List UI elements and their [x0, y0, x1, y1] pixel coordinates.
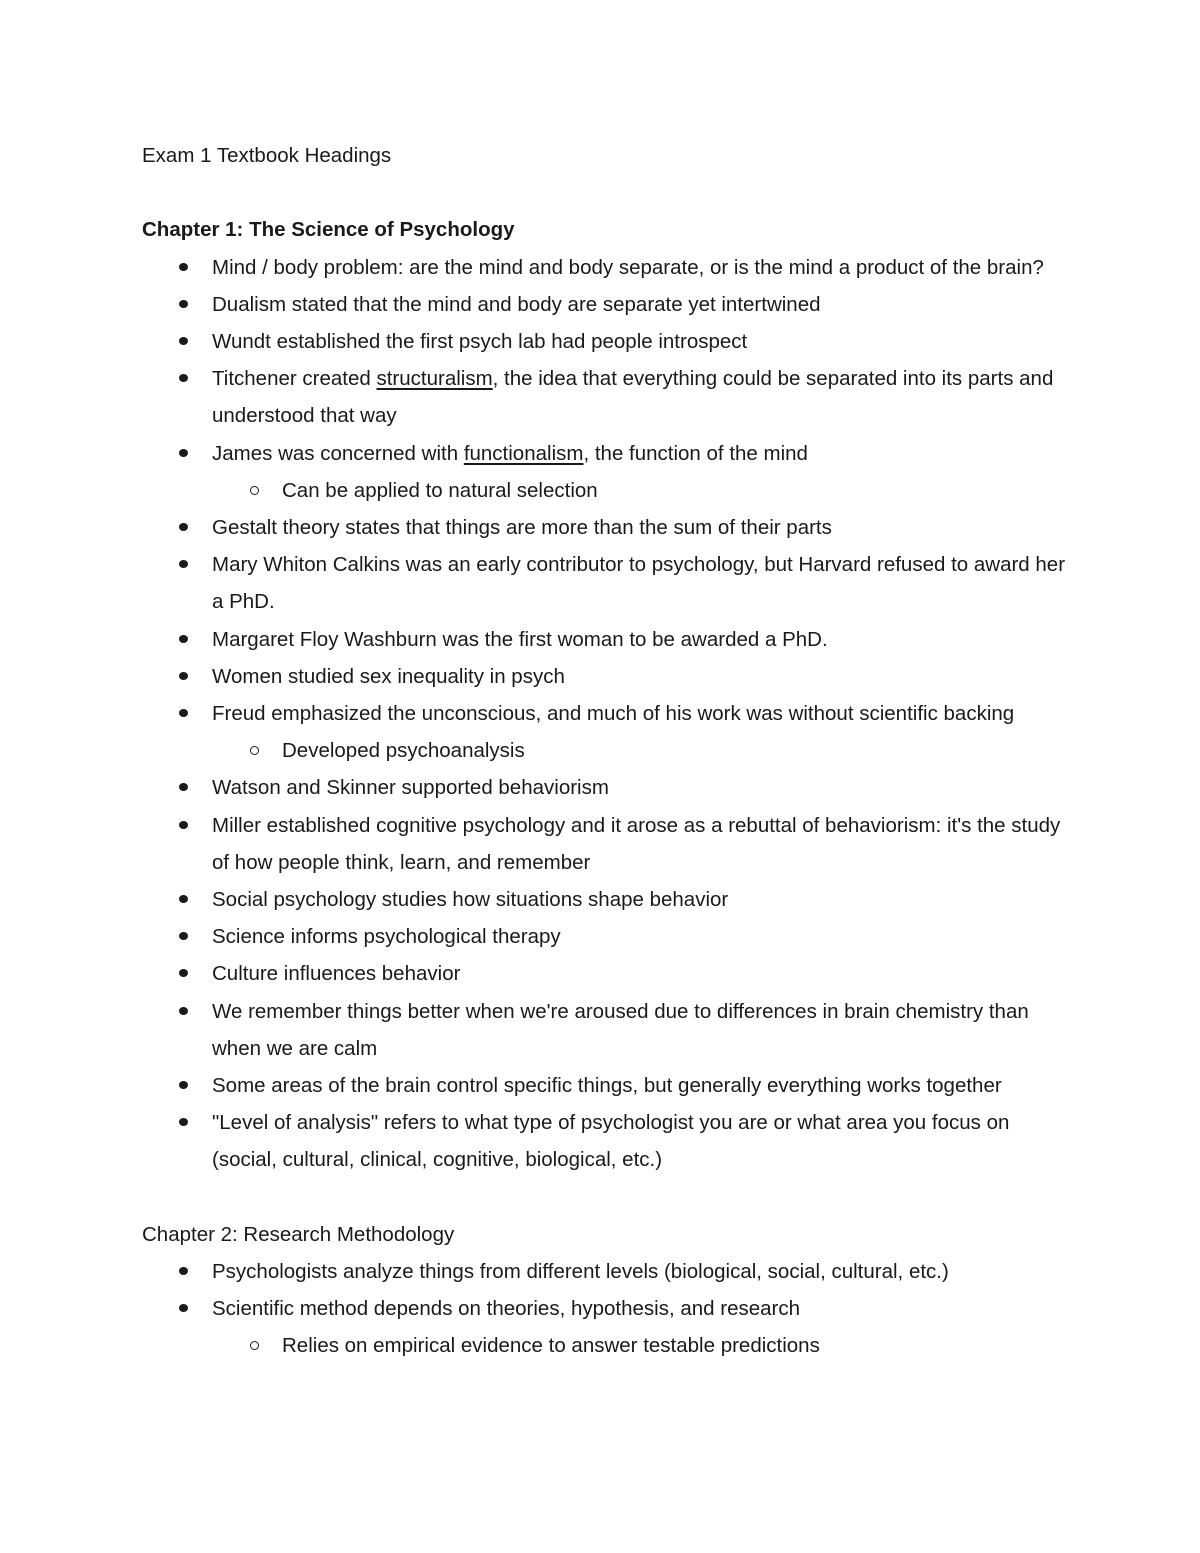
- list-item: Scientific method depends on theories, hypothesis, and research Relies on empirical evidence to answer testable predictions: [142, 1290, 1072, 1364]
- bullet-icon: [179, 1081, 188, 1089]
- hollow-bullet-icon: [250, 746, 259, 755]
- list-item: Gestalt theory states that things are more than the sum of their parts: [142, 509, 1072, 546]
- list-item: Margaret Floy Washburn was the first woman to be awarded a PhD.: [142, 621, 1072, 658]
- chapter-2-heading: Chapter 2: Research Methodology: [142, 1222, 455, 1246]
- bullet-icon: [179, 709, 188, 717]
- bullet-icon: [179, 300, 188, 308]
- list-item: Miller established cognitive psychology and it arose as a rebuttal of behaviorism: it's the study of how people think, learn, and remember: [142, 807, 1072, 881]
- bullet-icon: [179, 672, 188, 680]
- sub-list: [212, 472, 1072, 509]
- list-item: Mind / body problem: are the mind and body separate, or is the mind a product of the brain?: [142, 249, 1072, 286]
- list-item: Science informs psychological therapy: [142, 918, 1072, 955]
- list-item: Freud emphasized the unconscious, and much of his work was without scientific backing Developed psychoanalysis: [142, 695, 1072, 769]
- bullet-icon: [179, 932, 188, 940]
- list-item: James was concerned with functionalism, the function of the mind Can be applied to natural selection: [142, 435, 1072, 509]
- list-item: Dualism stated that the mind and body are separate yet intertwined: [142, 286, 1072, 323]
- sub-list: [212, 732, 1072, 769]
- list-item: We remember things better when we're aroused due to differences in brain chemistry than when we are calm: [142, 993, 1072, 1067]
- list-item: Women studied sex inequality in psych: [142, 658, 1072, 695]
- bullet-icon: [179, 1007, 188, 1015]
- bullet-icon: [179, 1267, 188, 1275]
- list-item: Psychologists analyze things from different levels (biological, social, cultural, etc.): [142, 1253, 1072, 1290]
- list-item: Watson and Skinner supported behaviorism: [142, 769, 1072, 806]
- spacer: [142, 174, 1072, 211]
- chapter-1-heading: Chapter 1: The Science of Psychology: [142, 218, 515, 242]
- list-item: Wundt established the first psych lab had people introspect: [142, 323, 1072, 360]
- list-item: Titchener created structuralism, the idea that everything could be separated into its parts and understood that way: [142, 360, 1072, 434]
- bullet-icon: [179, 523, 188, 531]
- hollow-bullet-icon: [250, 1341, 259, 1350]
- bullet-icon: [179, 263, 188, 271]
- bullet-icon: [179, 635, 188, 643]
- bullet-icon: [179, 821, 188, 829]
- bullet-icon: [179, 895, 188, 903]
- document-title: Exam 1 Textbook Headings: [142, 144, 392, 167]
- bullet-icon: [179, 449, 188, 457]
- bullet-icon: [179, 1304, 188, 1312]
- sub-list-item: Developed psychoanalysis: [212, 732, 1072, 769]
- list-item: Social psychology studies how situations shape behavior: [142, 881, 1072, 918]
- sub-list-item: Can be applied to natural selection: [212, 472, 1072, 509]
- spacer: [142, 1179, 1072, 1216]
- list-item: Mary Whiton Calkins was an early contributor to psychology, but Harvard refused to award her a PhD.: [142, 546, 1072, 620]
- list-item: "Level of analysis" refers to what type of psychologist you are or what area you focus on (social, cultural, clinical, cognitive, biological, etc.): [142, 1104, 1072, 1178]
- bullet-icon: [179, 337, 188, 345]
- list-item: Culture influences behavior: [142, 955, 1072, 992]
- bullet-icon: [179, 560, 188, 568]
- bullet-icon: [179, 783, 188, 791]
- sub-list: [212, 1327, 1072, 1364]
- underlined-term: functionalism: [463, 441, 584, 465]
- document-body: [142, 137, 1072, 1365]
- bullet-icon: [179, 969, 188, 977]
- bullet-icon: [179, 1118, 188, 1126]
- list-item: Some areas of the brain control specific things, but generally everything works together: [142, 1067, 1072, 1104]
- chapter-1-list: [142, 249, 1072, 1179]
- chapter-2-list: [142, 1253, 1072, 1365]
- underlined-term: structuralism: [376, 367, 493, 391]
- bullet-icon: [179, 374, 188, 382]
- hollow-bullet-icon: [250, 486, 259, 495]
- sub-list-item: Relies on empirical evidence to answer testable predictions: [212, 1327, 1072, 1364]
